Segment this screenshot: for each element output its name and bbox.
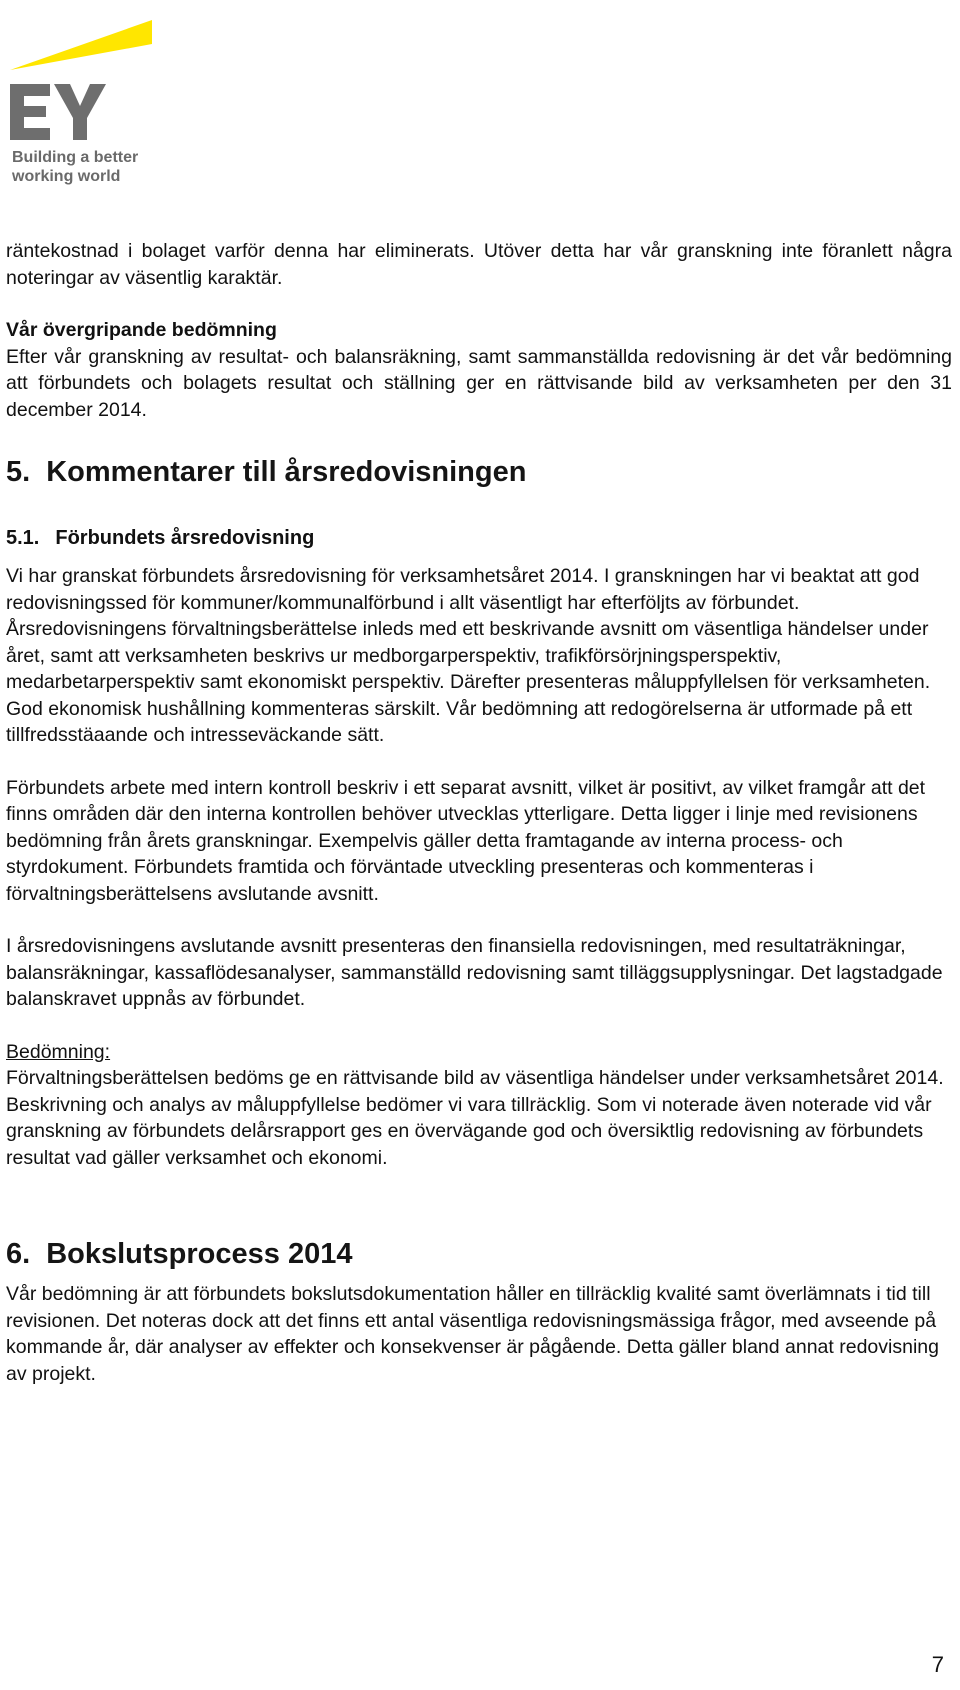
logo-tagline bbox=[12, 148, 172, 186]
overall-assessment-text: Efter vår granskning av resultat- och balansräkning, samt sammanställda redovisning är det vår bedömning att förbundets och bolagets resultat och ställning ger en rättvisande bild av verksamheten per den 31 december 2014. bbox=[6, 345, 952, 421]
section5-1-title: Förbundets årsredovisning bbox=[55, 527, 315, 549]
ey-logo bbox=[10, 14, 170, 194]
section5-1-number: 5.1. bbox=[6, 527, 40, 549]
main-content bbox=[6, 238, 952, 1387]
logo-letter-e-shape bbox=[10, 84, 50, 140]
page-number: 7 bbox=[931, 1652, 944, 1677]
ey-logo-mark bbox=[10, 14, 170, 144]
section6-number: 6. bbox=[6, 1238, 31, 1270]
section6-title: Bokslutsprocess 2014 bbox=[46, 1238, 353, 1270]
logo-tagline-line2: working world bbox=[12, 168, 121, 185]
section6-text: Vår bedömning är att förbundets bokslutsdokumentation håller en tillräcklig kvalité samt överlämnats i tid till revisionen. Det noteras dock att det finns ett antal väsentliga redovisningsmässiga frågor, med avseende på kommande år, där analyser av effekter och konsekvenser är pågående. Detta gäller bland annat redovisning av projekt. bbox=[6, 1283, 939, 1385]
section5-1-heading bbox=[6, 525, 952, 551]
continuation-paragraph: räntekostnad i bolaget varför denna har eliminerats. Utöver detta har vår granskning inte föranlett några noteringar av väsentlig karaktär. bbox=[6, 240, 952, 289]
section5-1-paragraph-1: Vi har granskat förbundets årsredovisning för verksamhetsåret 2014. I granskningen har vi beaktat att god redovisningssed för kommuner/kommunalförbund i allt väsentligt har efterföljts av förbundet. Årsredovisningens förvaltningsberättelse inleds med ett beskrivande avsnitt om väsentliga händelser under året, samt att verksamheten beskrivs ur medborgarperspektiv, trafikförsörjningsperspektiv, medarbetarperspektiv samt ekonomiskt perspektiv. Därefter presenteras måluppfyllelsen för verksamheten. God ekonomisk hushållning kommenteras särskilt. Vår bedömning att redogörelserna är utformade på ett tillfredsstäaande och intresseväckande sätt. bbox=[6, 565, 931, 746]
assessment-text: Förvaltningsberättelsen bedöms ge en rättvisande bild av väsentliga händelser under verksamhetsåret 2014. Beskrivning och analys av måluppfyllelse bedömer vi vara tillräcklig. Som vi noterade även noterade vid vår granskning av förbundets delårsrapport ges en övervägande god och översiktlig redovisning av förbundets resultat vad gäller verksamhet och ekonomi. bbox=[6, 1067, 944, 1169]
overall-assessment-heading: Vår övergripande bedömning bbox=[6, 319, 277, 341]
assessment-label: Bedömning: bbox=[6, 1040, 111, 1063]
section5-number: 5. bbox=[6, 456, 31, 488]
logo-letter-y-shape bbox=[54, 84, 106, 140]
section6-heading bbox=[6, 1237, 952, 1271]
logo-tagline-line1: Building a better bbox=[12, 149, 139, 166]
section5-1-paragraph-2: Förbundets arbete med intern kontroll beskriv i ett separat avsnitt, vilket är positivt, av vilket framgår att det finns områden där den interna kontrollen behöver utvecklas ytterligare. Detta ligger i linje med revisionens bedömning från årets granskningar. Exempelvis gäller detta framtagande av interna process- och styrdokument. Förbundets framtida och förväntade utveckling presenteras och kommenteras i förvaltningsberättelsens avslutande avsnitt. bbox=[6, 776, 926, 905]
section5-1-paragraph-3: I årsredovisningens avslutande avsnitt presenteras den finansiella redovisningen, med resultaträkningar, balansräkningar, kassaflödesanalyser, sammanställd redovisning samt tilläggsupplysningar. Det lagstadgade balanskravet uppnås av förbundet. bbox=[6, 935, 943, 1010]
section5-title: Kommentarer till årsredovisningen bbox=[46, 456, 527, 488]
logo-beam-shape bbox=[10, 20, 152, 70]
section5-heading bbox=[6, 455, 952, 489]
